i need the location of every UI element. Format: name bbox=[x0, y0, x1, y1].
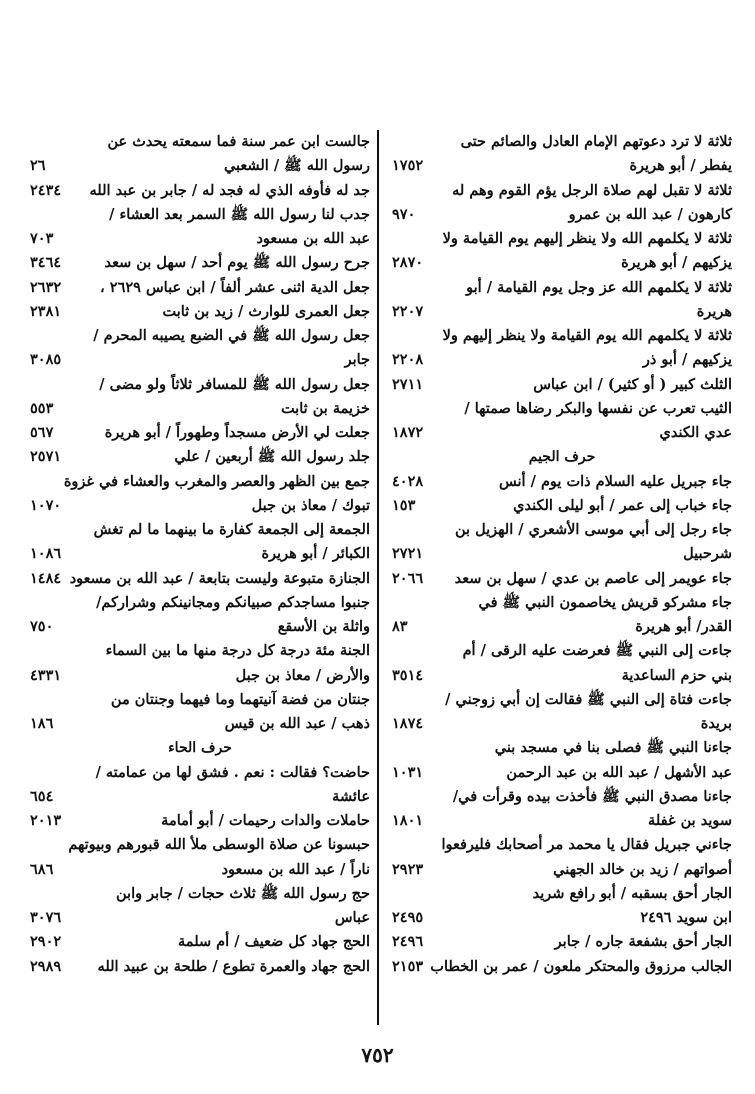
entry-text: جلد رسول الله ﷺ أربعين / علي bbox=[174, 448, 370, 466]
hadith-number: ١٥٣ bbox=[392, 496, 416, 514]
hadith-number: ١٤٨٤ bbox=[30, 569, 62, 587]
entry-text: جاء رجل إلى أبي موسى الأشعري / الهزيل بن bbox=[454, 521, 732, 538]
entry-text: الجار أحق بسقبه / أبو رافع شريد bbox=[532, 884, 732, 902]
hadith-number: ٤٣٣١ bbox=[30, 666, 62, 684]
index-entry bbox=[30, 251, 370, 275]
hadith-number: ١٧٥٢ bbox=[392, 157, 424, 175]
entry-text: الكبائر / أبو هريرة bbox=[261, 545, 370, 563]
hadith-number: ٣٤٦٤ bbox=[30, 254, 62, 272]
right-column bbox=[392, 130, 732, 979]
entry-text: جاء خباب إلى عمر / أبو ليلى الكندي bbox=[513, 496, 732, 514]
hadith-number: ٨٣ bbox=[392, 618, 408, 635]
entry-text: يزكيهم / أبو ذر bbox=[642, 351, 732, 369]
entry-text: القدر/ أبو هريرة bbox=[635, 618, 732, 635]
index-entry bbox=[392, 300, 732, 324]
hadith-number: ٧٠٣ bbox=[30, 230, 54, 247]
hadith-number: ١٨٠١ bbox=[392, 812, 424, 829]
index-entry bbox=[30, 688, 370, 712]
left-column bbox=[30, 130, 370, 979]
hadith-number: ٧٥٠ bbox=[30, 618, 54, 635]
index-entry bbox=[392, 154, 732, 178]
entry-text: خزيمة بن ثابت bbox=[280, 399, 370, 417]
index-entry bbox=[392, 882, 732, 906]
entry-text: جنبوا مساجدكم صبيانكم ومجانينكم وشراركم/ bbox=[96, 593, 370, 611]
index-entry bbox=[30, 930, 370, 954]
hadith-number: ٢٧١١ bbox=[392, 375, 424, 393]
entry-text: جاء جبريل عليه السلام ذات يوم / أنس bbox=[499, 472, 732, 490]
index-entry bbox=[30, 494, 370, 518]
index-entry bbox=[392, 712, 732, 736]
index-entry bbox=[392, 203, 732, 227]
index-entry bbox=[392, 542, 732, 566]
index-entry bbox=[392, 179, 732, 203]
index-entry bbox=[30, 567, 370, 591]
hadith-number: ٥٥٣ bbox=[30, 399, 54, 417]
entry-text: ثلاثة لا يكلمهم الله يوم القيامة ولا ينظر إليهم ولا bbox=[442, 327, 732, 344]
entry-text: حرف الحاء bbox=[168, 740, 232, 757]
index-entry bbox=[392, 251, 732, 275]
entry-text: ذهب / عبد الله بن قيس bbox=[224, 715, 370, 732]
entry-text: حاضت؟ فقالت : نعم . فشق لها من عمامته / bbox=[95, 763, 370, 781]
entry-text: جاءنا النبي ﷺ فصلى بنا في مسجد بني bbox=[494, 739, 732, 757]
index-entry bbox=[392, 639, 732, 663]
index-entry bbox=[392, 688, 732, 712]
entry-text: الحج جهاد كل ضعيف / أم سلمة bbox=[178, 933, 370, 951]
hadith-number: ٢٢٠٨ bbox=[392, 351, 424, 369]
entry-text: والأرض / معاذ بن جبل bbox=[235, 666, 370, 684]
hadith-number: ٢٧٢١ bbox=[392, 545, 424, 563]
entry-text: ثلاثة لا يكلمهم الله عز وجل يوم القيامة / أبو bbox=[466, 278, 732, 296]
entry-text: ابن سويد ٢٤٩٦ bbox=[640, 909, 732, 926]
index-entry bbox=[392, 736, 732, 760]
index-entry bbox=[30, 373, 370, 397]
entry-text: الجمعة إلى الجمعة كفارة ما بينهما ما لم تغش bbox=[93, 521, 370, 538]
entry-text: ناراً / عبد الله بن مسعود bbox=[221, 860, 370, 878]
hadith-number: ٢٦ bbox=[30, 157, 46, 175]
index-entry bbox=[392, 227, 732, 251]
section-heading bbox=[30, 736, 370, 760]
index-entry bbox=[392, 567, 732, 591]
entry-text: الثلث كبير ( أو كثير) / ابن عباس bbox=[533, 375, 732, 393]
hadith-number: ٢٩٨٩ bbox=[30, 957, 62, 975]
index-entry bbox=[30, 179, 370, 203]
index-entry bbox=[392, 833, 732, 857]
index-entry bbox=[30, 324, 370, 348]
index-entry bbox=[30, 154, 370, 178]
entry-text: الجالب مرزوق والمحتكر ملعون / عمر بن الخطاب bbox=[430, 957, 732, 975]
entry-text: هريرة bbox=[696, 302, 732, 320]
index-entry bbox=[30, 300, 370, 324]
entry-text: بريدة bbox=[700, 715, 732, 732]
entry-text: جاءت إلى النبي ﷺ فعرضت عليه الرقى / أم bbox=[462, 642, 732, 660]
entry-text: عبد الأشهل / عبد الله بن عبد الرحمن bbox=[506, 763, 732, 781]
entry-text: الثيب تعرب عن نفسها والبكر رضاها صمتها / bbox=[464, 399, 732, 417]
index-entry bbox=[392, 397, 732, 421]
index-entry bbox=[30, 882, 370, 906]
hadith-number: ٥٦٧ bbox=[30, 424, 54, 441]
entry-text: عائشة bbox=[332, 787, 370, 805]
hadith-number: ١٠٣١ bbox=[392, 763, 424, 781]
entry-text: جعل العمرى للوارث / زيد بن ثابت bbox=[162, 302, 370, 320]
entry-text: جاءني جبريل فقال يا محمد مر أصحابك فليرفعوا bbox=[441, 836, 732, 854]
section-heading bbox=[392, 445, 732, 469]
index-entry bbox=[30, 203, 370, 227]
entry-text: يزكيهم / أبو هريرة bbox=[621, 254, 732, 272]
index-entry bbox=[392, 858, 732, 882]
index-entry bbox=[30, 858, 370, 882]
index-entry bbox=[392, 761, 732, 785]
index-entry bbox=[30, 785, 370, 809]
hadith-number: ١٨٦ bbox=[30, 715, 54, 732]
index-entry bbox=[30, 348, 370, 372]
entry-text: شرحبيل bbox=[683, 545, 732, 563]
index-entry bbox=[392, 373, 732, 397]
hadith-number: ١٠٨٦ bbox=[30, 545, 62, 563]
hadith-number: ٢٠١٣ bbox=[30, 812, 62, 829]
entry-text: جمع بين الظهر والعصر والمغرب والعشاء في غزوة bbox=[63, 472, 370, 490]
index-entry bbox=[392, 906, 732, 930]
hadith-number: ٢٣٨١ bbox=[30, 302, 62, 320]
index-entry bbox=[392, 421, 732, 445]
entry-text: الجنة مئة درجة كل درجة منها ما بين السماء bbox=[105, 642, 370, 660]
entry-text: جالست ابن عمر سنة فما سمعته يحدث عن bbox=[107, 133, 370, 150]
hadith-number: ٢١٥٣ bbox=[392, 957, 424, 975]
index-entry bbox=[30, 906, 370, 930]
entry-text: حج رسول الله ﷺ ثلاث حجات / جابر وابن bbox=[116, 884, 370, 902]
hadith-number: ٢٢٠٧ bbox=[392, 302, 424, 320]
index-entry bbox=[30, 542, 370, 566]
entry-text: رسول الله ﷺ / الشعبي bbox=[223, 157, 370, 175]
hadith-number: ٢٤٩٦ bbox=[392, 933, 424, 951]
entry-text: ثلاثة لا يكلمهم الله ولا ينظر إليهم يوم القيامة ولا bbox=[442, 230, 732, 247]
hadith-number: ٤٠٢٨ bbox=[392, 472, 424, 490]
index-entry bbox=[30, 761, 370, 785]
index-entry bbox=[30, 615, 370, 639]
entry-text: جعل رسول الله ﷺ للمسافر ثلاثاً ولو مضى / bbox=[99, 375, 370, 393]
hadith-number: ٢٦٣٢ bbox=[30, 278, 62, 296]
hadith-number: ٢٥٧١ bbox=[30, 448, 62, 466]
entry-text: جاء مشركو قريش يخاصمون النبي ﷺ في bbox=[478, 593, 732, 611]
hadith-number: ٩٧٠ bbox=[392, 205, 416, 223]
index-entry bbox=[30, 664, 370, 688]
entry-text: الحج جهاد والعمرة تطوع / طلحة بن عبيد الله bbox=[97, 957, 370, 975]
index-entry bbox=[30, 130, 370, 154]
index-entry bbox=[30, 445, 370, 469]
index-entry bbox=[392, 785, 732, 809]
hadith-number: ٦٥٤ bbox=[30, 787, 54, 805]
index-entry bbox=[392, 494, 732, 518]
entry-text: جنتان من فضة آنيتهما وما فيهما وجنتان من bbox=[110, 690, 370, 708]
entry-text: حرف الجيم bbox=[528, 449, 596, 466]
entry-text: الجار أحق بشفعة جاره / جابر bbox=[554, 933, 732, 951]
entry-text: كارهون / عبد الله بن عمرو bbox=[568, 205, 732, 223]
entry-text: جاء عويمر إلى عاصم بن عدي / سهل بن سعد bbox=[454, 569, 732, 587]
entry-text: جاءنا مصدق النبي ﷺ فأخذت بيده وقرأت في/ bbox=[452, 787, 732, 805]
hadith-number: ٢٩٢٣ bbox=[392, 860, 424, 878]
index-entry bbox=[392, 955, 732, 979]
entry-text: جعل الدية اثنى عشر ألفاً / ابن عباس ٢٦٢٩ ، bbox=[100, 278, 370, 296]
index-entry bbox=[30, 518, 370, 542]
page-number: ٧٥٢ bbox=[361, 1043, 394, 1067]
index-entry bbox=[30, 639, 370, 663]
hadith-number: ٢٤٣٤ bbox=[30, 181, 62, 199]
index-entry bbox=[30, 421, 370, 445]
hadith-number: ١٨٧٢ bbox=[392, 424, 424, 441]
hadith-number: ٢٨٧٠ bbox=[392, 254, 424, 272]
index-entry bbox=[392, 324, 732, 348]
hadith-number: ٢٩٠٢ bbox=[30, 933, 62, 951]
index-entry bbox=[30, 470, 370, 494]
hadith-number: ٣٠٨٥ bbox=[30, 351, 62, 369]
entry-text: سويد بن غفلة bbox=[648, 812, 732, 829]
column-divider bbox=[377, 130, 379, 1025]
index-entry bbox=[392, 470, 732, 494]
entry-text: ثلاثة لا ترد دعوتهم الإمام العادل والصائم حتى bbox=[460, 133, 732, 150]
index-entry bbox=[30, 809, 370, 833]
entry-text: تبوك / معاذ بن جبل bbox=[251, 496, 370, 514]
index-entry bbox=[392, 591, 732, 615]
index-entry bbox=[392, 518, 732, 542]
entry-text: جعل رسول الله ﷺ في الضبع يصيبه المحرم / bbox=[93, 327, 370, 344]
entry-text: جابر bbox=[344, 351, 370, 369]
index-entry bbox=[30, 712, 370, 736]
entry-text: جد له فأوفه الذي له فجد له / جابر بن عبد الله bbox=[89, 181, 370, 199]
entry-text: عبد الله بن مسعود bbox=[256, 230, 370, 247]
index-entry bbox=[392, 615, 732, 639]
entry-text: جدب لنا رسول الله ﷺ السمر بعد العشاء / bbox=[109, 205, 370, 223]
entry-text: بني حزم الساعدية bbox=[621, 666, 732, 684]
entry-text: واثلة بن الأسقع bbox=[277, 618, 370, 635]
index-entry bbox=[30, 833, 370, 857]
index-entry bbox=[392, 348, 732, 372]
index-entry bbox=[392, 809, 732, 833]
entry-text: يفطر / أبو هريرة bbox=[629, 157, 732, 175]
entry-text: جرح رسول الله ﷺ يوم أحد / سهل بن سعد bbox=[104, 254, 370, 272]
index-entry bbox=[30, 955, 370, 979]
hadith-number: ٦٨٦ bbox=[30, 860, 54, 878]
hadith-number: ١٠٧٠ bbox=[30, 496, 62, 514]
entry-text: جاءت فتاة إلى النبي ﷺ فقالت إن أبي زوجني / bbox=[445, 690, 732, 708]
entry-text: جعلت لي الأرض مسجداً وطهوراً / أبو هريرة bbox=[104, 424, 370, 441]
index-entry bbox=[392, 930, 732, 954]
index-entry bbox=[392, 664, 732, 688]
entry-text: عدي الكندي bbox=[659, 424, 732, 441]
entry-text: عباس bbox=[334, 909, 370, 926]
hadith-number: ٣٥١٤ bbox=[392, 666, 424, 684]
entry-text: حبسونا عن صلاة الوسطى ملأ الله قبورهم وبيوتهم bbox=[68, 836, 370, 854]
hadith-number: ١٨٧٤ bbox=[392, 715, 424, 732]
index-entry bbox=[30, 591, 370, 615]
index-entry bbox=[30, 276, 370, 300]
entry-text: أصواتهم / زيد بن خالد الجهني bbox=[553, 860, 732, 878]
index-entry bbox=[30, 227, 370, 251]
index-entry bbox=[392, 276, 732, 300]
entry-text: ثلاثة لا تقبل لهم صلاة الرجل يؤم القوم وهم له bbox=[452, 181, 732, 199]
hadith-number: ٢٠٦٦ bbox=[392, 569, 424, 587]
hadith-number: ٢٤٩٥ bbox=[392, 909, 424, 926]
hadith-number: ٣٠٧٦ bbox=[30, 909, 62, 926]
index-entry bbox=[392, 130, 732, 154]
index-entry bbox=[30, 397, 370, 421]
entry-text: الجنازة متبوعة وليست بتابعة / عبد الله بن مسعود bbox=[69, 569, 370, 587]
entry-text: حاملات والدات رحيمات / أبو أمامة bbox=[161, 812, 370, 829]
